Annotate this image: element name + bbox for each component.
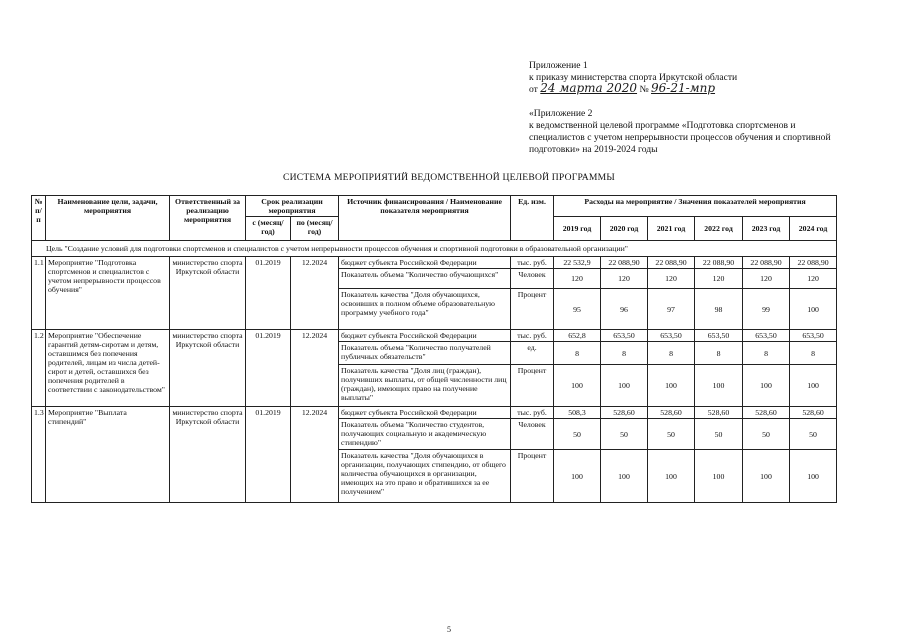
row-value: 653,50 <box>695 330 743 342</box>
row-value: 120 <box>790 269 837 289</box>
order-reference: к приказу министерства спорта Иркутской области <box>529 72 738 83</box>
row-value: 50 <box>743 419 790 450</box>
row-unit: Процент <box>511 289 554 330</box>
row-unit: тыс. руб. <box>511 407 554 419</box>
header-source: Источник финансирования / Наименование показателя мероприятия <box>339 196 511 241</box>
row-value: 100 <box>743 450 790 503</box>
row-value: 100 <box>790 365 837 407</box>
row-unit: Человек <box>511 269 554 289</box>
row-value: 96 <box>601 289 648 330</box>
row-value: 652,8 <box>554 330 601 342</box>
row-value: 98 <box>695 289 743 330</box>
measure-responsible: министерство спорта Иркутской области <box>170 330 246 407</box>
document-title: СИСТЕМА МЕРОПРИЯТИЙ ВЕДОМСТВЕННОЙ ЦЕЛЕВОЙ ПРОГРАММЫ <box>283 172 615 183</box>
measure-name: Мероприятие "Подготовка спортсменов и специалистов с учетом непрерывности процессов обучения" <box>46 257 170 330</box>
header-year: 2024 год <box>790 217 837 241</box>
header-year: 2022 год <box>695 217 743 241</box>
row-source: Показатель объема "Количество получателей публичных обязательств" <box>339 342 511 365</box>
handwritten-number: 96-21-мпр <box>651 81 716 95</box>
row-value: 120 <box>601 269 648 289</box>
row-value: 100 <box>601 450 648 503</box>
row-value: 120 <box>743 269 790 289</box>
row-value: 528,60 <box>790 407 837 419</box>
number-prefix: № <box>639 84 649 95</box>
program-line-1: к ведомственной целевой программе «Подготовка спортсменов и <box>529 120 796 131</box>
row-value: 22 088,90 <box>648 257 695 269</box>
measure-from: 01.2019 <box>246 257 291 330</box>
table-row <box>32 330 837 342</box>
header-year: 2019 год <box>554 217 601 241</box>
measure-responsible: министерство спорта Иркутской области <box>170 407 246 503</box>
header-unit: Ед. изм. <box>511 196 554 241</box>
header-year: 2021 год <box>648 217 695 241</box>
header-to: по (месяц/год) <box>291 217 339 241</box>
row-value: 22 088,90 <box>695 257 743 269</box>
row-value: 8 <box>601 342 648 365</box>
row-value: 508,3 <box>554 407 601 419</box>
row-unit: Процент <box>511 450 554 503</box>
row-value: 100 <box>648 365 695 407</box>
appendix-label: Приложение 1 <box>529 60 588 71</box>
row-value: 50 <box>648 419 695 450</box>
measure-number: 1.3 <box>32 407 46 503</box>
row-value: 99 <box>743 289 790 330</box>
row-value: 95 <box>554 289 601 330</box>
measure-from: 01.2019 <box>246 330 291 407</box>
row-value: 528,60 <box>601 407 648 419</box>
row-source: Показатель объема "Количество обучающихся" <box>339 269 511 289</box>
row-value: 653,50 <box>743 330 790 342</box>
row-source: Показатель качества "Доля обучающихся, освоивших в полном объеме образовательную программу учебного года" <box>339 289 511 330</box>
row-value: 50 <box>695 419 743 450</box>
row-source: Показатель качества "Доля обучающихся в организации, получающих стипендию, от общего количества обучающихся в организации, имеющих на это право и обратившихся за ее получением" <box>339 450 511 503</box>
row-value: 50 <box>790 419 837 450</box>
row-source: бюджет субъекта Российской Федерации <box>339 257 511 269</box>
row-value: 100 <box>554 450 601 503</box>
header-year: 2023 год <box>743 217 790 241</box>
row-value: 528,60 <box>648 407 695 419</box>
row-value: 8 <box>554 342 601 365</box>
measures-table <box>31 195 837 503</box>
row-value: 100 <box>554 365 601 407</box>
row-value: 653,50 <box>601 330 648 342</box>
row-unit: тыс. руб. <box>511 330 554 342</box>
row-value: 100 <box>601 365 648 407</box>
row-value: 22 088,90 <box>601 257 648 269</box>
row-value: 8 <box>790 342 837 365</box>
header-responsible: Ответственный за реализацию мероприятия <box>170 196 246 241</box>
row-value: 528,60 <box>695 407 743 419</box>
row-value: 50 <box>601 419 648 450</box>
measure-number: 1.2 <box>32 330 46 407</box>
row-value: 22 088,90 <box>743 257 790 269</box>
row-unit: ед. <box>511 342 554 365</box>
row-value: 100 <box>695 450 743 503</box>
row-source: бюджет субъекта Российской Федерации <box>339 407 511 419</box>
row-value: 100 <box>790 450 837 503</box>
row-value: 120 <box>695 269 743 289</box>
measure-to: 12.2024 <box>291 407 339 503</box>
table-row <box>32 257 837 269</box>
row-value: 50 <box>554 419 601 450</box>
measure-number: 1.1 <box>32 257 46 330</box>
header-spending: Расходы на мероприятие / Значения показателей мероприятия <box>554 196 837 217</box>
measure-responsible: министерство спорта Иркутской области <box>170 257 246 330</box>
measure-to: 12.2024 <box>291 330 339 407</box>
measure-from: 01.2019 <box>246 407 291 503</box>
header-name: Наименование цели, задачи, мероприятия <box>46 196 170 241</box>
row-value: 120 <box>648 269 695 289</box>
row-value: 653,50 <box>790 330 837 342</box>
row-unit: тыс. руб. <box>511 257 554 269</box>
row-value: 100 <box>743 365 790 407</box>
header-num: № п/п <box>32 196 46 241</box>
order-date-line <box>529 83 715 96</box>
row-value: 100 <box>695 365 743 407</box>
row-source: Показатель объема "Количество студентов, получающих социальную и академическую стипендию" <box>339 419 511 450</box>
row-value: 22 088,90 <box>790 257 837 269</box>
measure-name: Мероприятие "Обеспечение гарантий детям-сиротам и детям, оставшимся без попечения родителей, лицам из числа детей-сирот и детей, оставшихся без попечения родителей в соответствии с законодательством" <box>46 330 170 407</box>
row-value: 22 532,9 <box>554 257 601 269</box>
page-number: 5 <box>447 625 451 634</box>
table-row <box>32 407 837 419</box>
header-from: с (месяц/год) <box>246 217 291 241</box>
goal-row: Цель "Создание условий для подготовки спортсменов и специалистов с учетом непрерывности процессов обучения и спортивной подготовки в образовательной организации" <box>32 241 837 257</box>
date-prefix: от <box>529 84 538 95</box>
row-value: 120 <box>554 269 601 289</box>
row-value: 100 <box>648 450 695 503</box>
program-line-3: подготовки» на 2019-2024 годы <box>529 144 658 155</box>
row-source: Показатель качества "Доля лиц (граждан), получивших выплаты, от общей численности лиц (граждан), имеющих право на получение выплаты" <box>339 365 511 407</box>
appendix2-label: «Приложение 2 <box>529 108 593 119</box>
row-value: 653,50 <box>648 330 695 342</box>
row-source: бюджет субъекта Российской Федерации <box>339 330 511 342</box>
header-term: Срок реализации мероприятия <box>246 196 339 217</box>
row-value: 100 <box>790 289 837 330</box>
row-unit: Человек <box>511 419 554 450</box>
handwritten-date: 24 марта 2020 <box>540 81 638 95</box>
header-year: 2020 год <box>601 217 648 241</box>
program-line-2: специалистов с учетом непрерывности процессов обучения и спортивной <box>529 132 831 143</box>
measure-to: 12.2024 <box>291 257 339 330</box>
row-unit: Процент <box>511 365 554 407</box>
row-value: 528,60 <box>743 407 790 419</box>
row-value: 8 <box>648 342 695 365</box>
row-value: 97 <box>648 289 695 330</box>
measure-name: Мероприятие "Выплата стипендий" <box>46 407 170 503</box>
row-value: 8 <box>695 342 743 365</box>
row-value: 8 <box>743 342 790 365</box>
